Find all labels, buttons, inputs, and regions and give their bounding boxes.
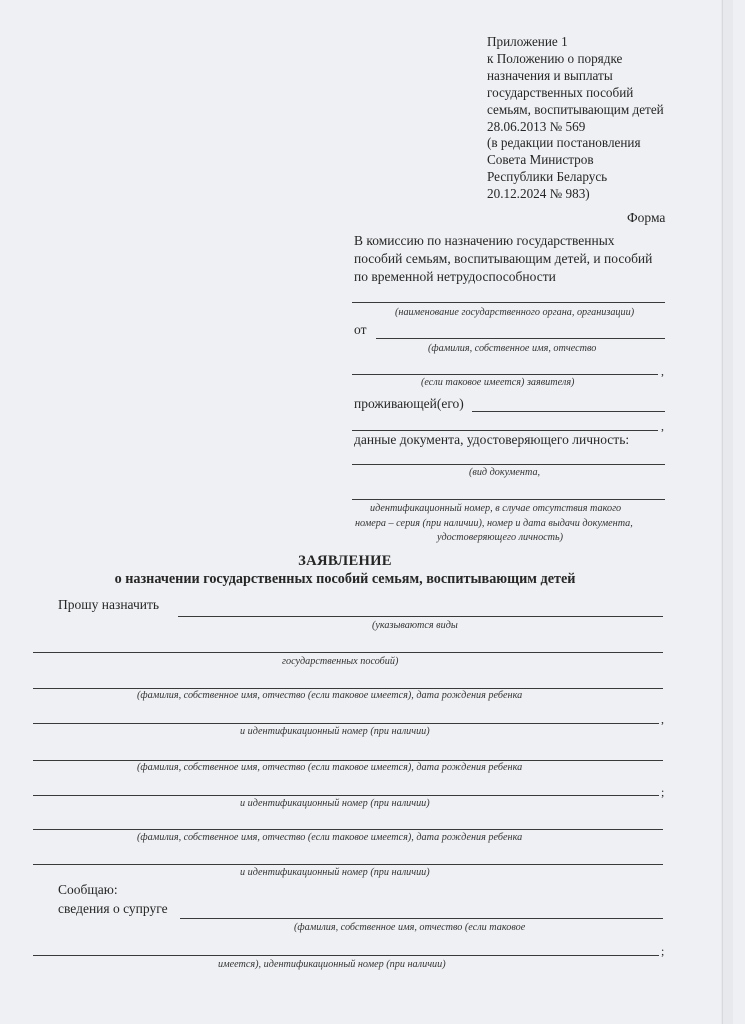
child-1-caption-2: и идентификационный номер (при наличии) — [240, 726, 430, 737]
commission-addressee — [354, 232, 652, 286]
child-3-name-field[interactable] — [33, 829, 663, 830]
comma: , — [661, 364, 664, 378]
benefit-types-caption-2: государственных пособий) — [282, 656, 399, 667]
residence-label: проживающей(его) — [354, 396, 464, 411]
commission-line: по временной нетрудоспособности — [354, 269, 556, 284]
commission-line: В комиссию по назначению государственных — [354, 233, 615, 248]
appendix-line: государственных пособий — [487, 84, 634, 100]
child-3-caption-2: и идентификационный номер (при наличии) — [240, 867, 430, 878]
benefit-types-caption: (указываются виды — [372, 620, 458, 631]
org-name-caption: (наименование государственного органа, организации) — [395, 307, 635, 318]
document-type-caption: (вид документа, — [469, 467, 541, 478]
appendix-line: к Положению о порядке — [487, 50, 623, 66]
comma: , — [661, 419, 664, 433]
applicant-name-field-2[interactable] — [352, 374, 658, 375]
spouse-label: сведения о супруге — [58, 901, 168, 916]
child-2-caption-2: и идентификационный номер (при наличии) — [240, 798, 430, 809]
request-label: Прошу назначить — [58, 597, 160, 612]
applicant-name-caption-2: (если таковое имеется) заявителя) — [421, 377, 575, 388]
appendix-line: Республики Беларусь — [487, 169, 608, 185]
appendix-line: назначения и выплаты — [487, 67, 613, 83]
document-id-field[interactable] — [352, 499, 665, 500]
spouse-caption: (фамилия, собственное имя, отчество (если таковое — [294, 922, 526, 933]
child-1-name-field[interactable] — [33, 688, 663, 689]
appendix-line: 28.06.2013 № 569 — [487, 118, 586, 134]
document-id-caption: удостоверяющего личность) — [437, 532, 564, 543]
residence-field[interactable] — [472, 411, 665, 412]
document-type-field[interactable] — [352, 464, 665, 465]
child-1-id-field[interactable] — [33, 723, 659, 724]
document-id-caption: номера – серия (при наличии), номер и дата выдачи документа, — [355, 518, 633, 529]
comma: ; — [661, 944, 665, 958]
document-subtitle: о назначении государственных пособий семьям, воспитывающим детей — [114, 571, 576, 587]
from-label: от — [354, 322, 367, 337]
applicant-name-field[interactable] — [376, 338, 665, 339]
appendix-line: Совета Министров — [487, 152, 594, 168]
inform-label: Сообщаю: — [58, 882, 118, 897]
document-label: данные документа, удостоверяющего личность: — [354, 432, 630, 447]
appendix-line: Приложение 1 — [487, 34, 568, 49]
child-1-caption: (фамилия, собственное имя, отчество (если таковое имеется), дата рождения ребенка — [137, 690, 523, 701]
comma: ; — [661, 785, 665, 799]
child-3-id-field[interactable] — [33, 864, 663, 865]
child-3-caption: (фамилия, собственное имя, отчество (если таковое имеется), дата рождения ребенка — [137, 832, 523, 843]
comma: , — [661, 712, 664, 726]
document-id-caption: идентификационный номер, в случае отсутствия такого — [370, 503, 622, 514]
org-name-field[interactable] — [352, 302, 665, 303]
benefit-types-field[interactable] — [178, 616, 663, 617]
child-2-caption: (фамилия, собственное имя, отчество (если таковое имеется), дата рождения ребенка — [137, 762, 523, 773]
document-title: ЗАЯВЛЕНИЕ — [298, 553, 392, 569]
form-label: Форма — [627, 210, 666, 225]
applicant-name-caption: (фамилия, собственное имя, отчество — [428, 343, 597, 354]
child-2-name-field[interactable] — [33, 760, 663, 761]
appendix-line: 20.12.2024 № 983) — [487, 186, 590, 202]
appendix-line: семьям, воспитывающим детей — [487, 101, 664, 117]
commission-line: пособий семьям, воспитывающим детей, и пособий — [354, 251, 653, 266]
appendix-line: (в редакции постановления — [487, 135, 641, 151]
page-edge — [722, 0, 723, 1024]
child-2-id-field[interactable] — [33, 795, 659, 796]
spouse-field-2[interactable] — [33, 955, 659, 956]
benefit-types-field-2[interactable] — [33, 652, 663, 653]
residence-field-2[interactable] — [352, 430, 658, 431]
spouse-caption-2: имеется), идентификационный номер (при наличии) — [218, 959, 446, 970]
appendix-block — [487, 34, 677, 203]
spouse-field[interactable] — [180, 918, 663, 919]
